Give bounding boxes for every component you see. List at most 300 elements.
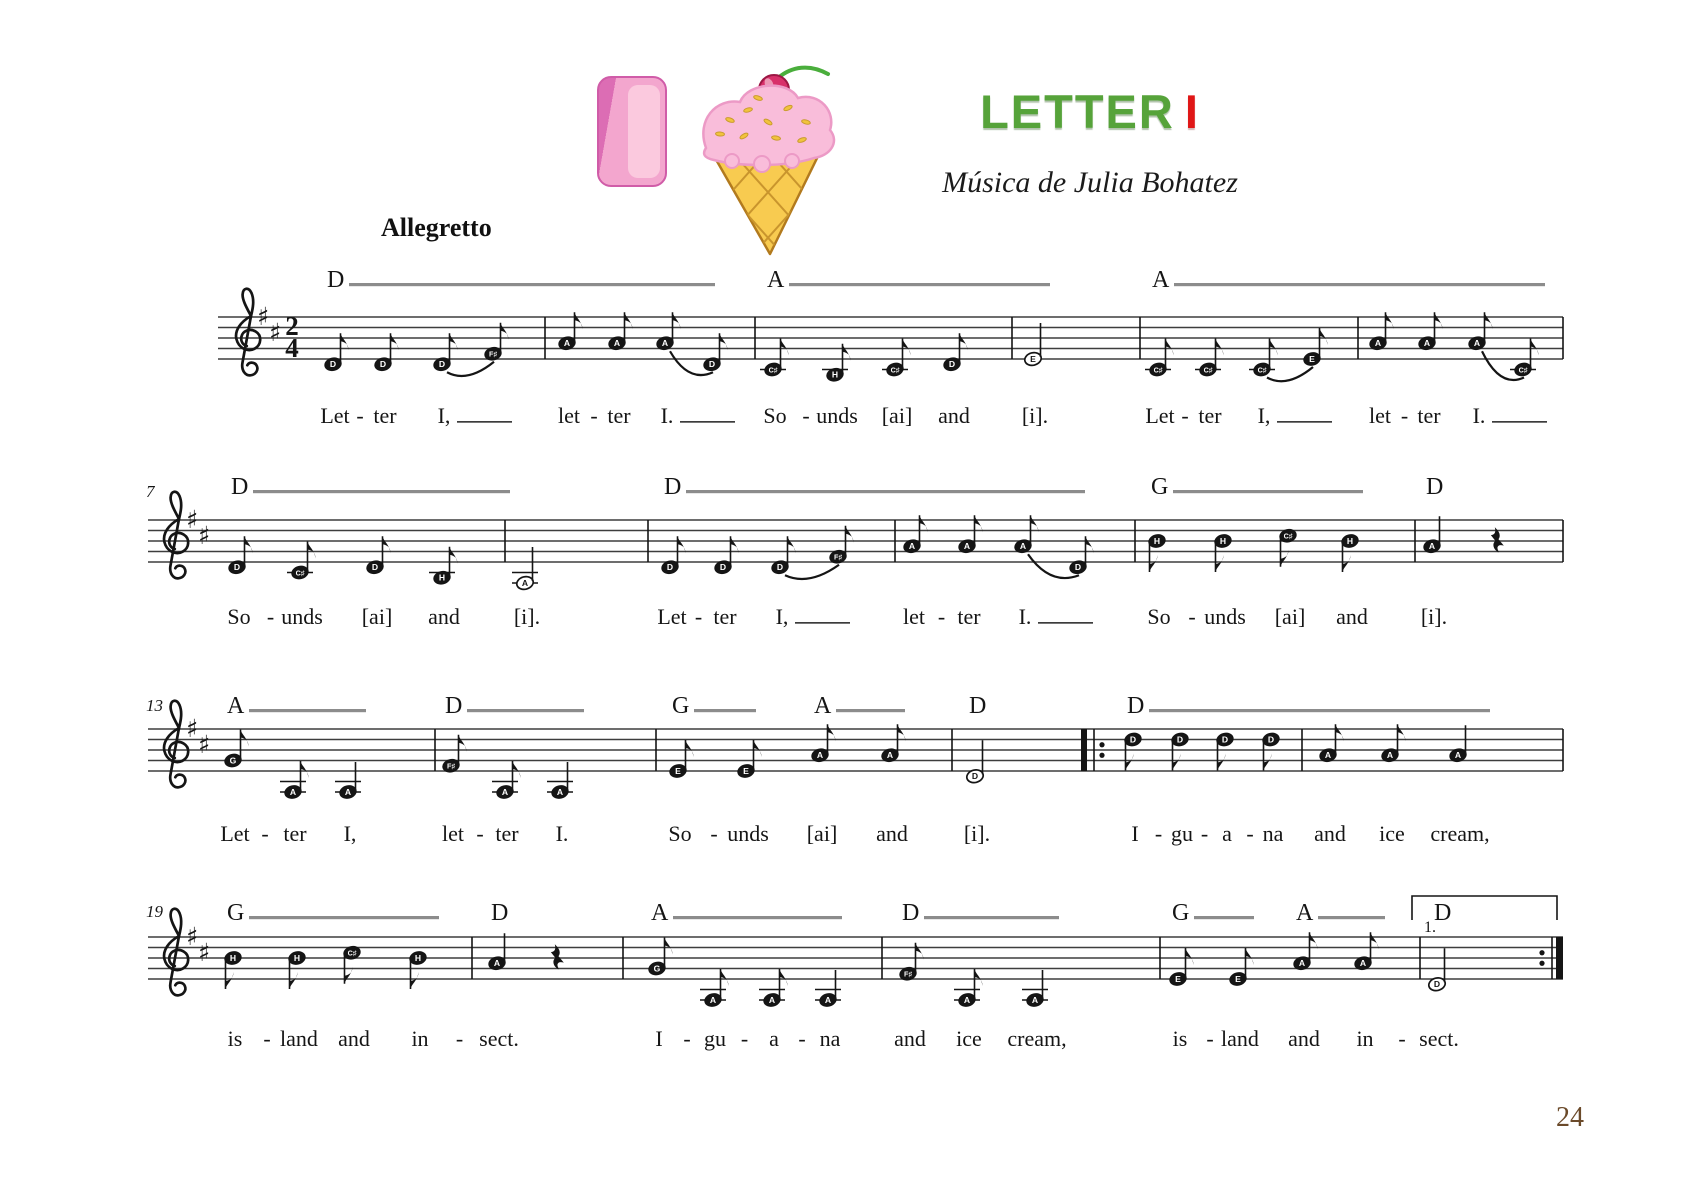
system bbox=[146, 693, 1563, 846]
note bbox=[557, 312, 582, 351]
lyric-extender-line bbox=[457, 421, 512, 423]
key-sharp-icon: ♯ bbox=[185, 505, 199, 534]
title-letter-i: I bbox=[1184, 85, 1200, 138]
note-letter: H bbox=[293, 952, 301, 963]
lyric-syllable: I. bbox=[660, 403, 674, 428]
lyric-syllable: ter bbox=[957, 604, 981, 629]
note-letter: D bbox=[948, 359, 956, 370]
eighth-flag bbox=[501, 323, 509, 340]
note bbox=[408, 950, 427, 989]
chord-symbol: A bbox=[1152, 267, 1170, 293]
chord-symbol: D bbox=[445, 693, 463, 719]
eighth-flag bbox=[1264, 754, 1272, 771]
chord-symbol: A bbox=[651, 900, 669, 926]
note bbox=[882, 339, 911, 378]
note bbox=[227, 536, 252, 575]
note-letter: F♯ bbox=[447, 761, 455, 771]
title-word: LETTER bbox=[980, 85, 1175, 138]
chord-extension-line bbox=[836, 709, 905, 712]
lyric-syllable: let bbox=[442, 821, 464, 846]
note-letter: D bbox=[666, 562, 674, 573]
treble-clef-icon bbox=[164, 701, 188, 788]
note bbox=[1427, 948, 1446, 992]
note-letter: F♯ bbox=[489, 349, 497, 359]
note bbox=[898, 943, 923, 982]
note bbox=[1318, 724, 1343, 763]
lyric-syllable: I. bbox=[555, 821, 569, 846]
lyric-extender-line bbox=[1277, 421, 1332, 423]
eighth-flag bbox=[1281, 550, 1289, 567]
treble-clef-icon bbox=[164, 492, 188, 579]
eighth-flag bbox=[1150, 555, 1158, 572]
chord-symbol: D bbox=[1434, 900, 1452, 926]
eighth-flag bbox=[1126, 754, 1134, 771]
note bbox=[1261, 731, 1280, 770]
eighth-flag bbox=[788, 536, 796, 553]
lyric-syllable: [ai] bbox=[806, 821, 838, 846]
eighth-flag bbox=[341, 333, 349, 350]
note bbox=[822, 344, 851, 383]
chord-symbol: D bbox=[327, 267, 345, 293]
eighth-flag bbox=[226, 972, 234, 989]
chord-extension-line bbox=[673, 916, 842, 919]
note bbox=[880, 724, 905, 763]
chord-extension-line bbox=[1174, 283, 1545, 286]
note bbox=[487, 933, 506, 971]
chord-symbol: D bbox=[491, 900, 509, 926]
note bbox=[828, 526, 853, 565]
note bbox=[1213, 533, 1232, 572]
note bbox=[965, 740, 984, 784]
lyric-hyphen: - bbox=[1398, 1026, 1406, 1051]
chord-extension-line bbox=[924, 916, 1059, 919]
lyric-syllable: ice bbox=[956, 1026, 982, 1051]
note bbox=[287, 950, 306, 989]
lyric-hyphen: - bbox=[1154, 821, 1163, 846]
note bbox=[1123, 731, 1142, 770]
lyric-hyphen: - bbox=[455, 1026, 464, 1051]
chord-extension-line bbox=[249, 709, 366, 712]
note-letter: A bbox=[886, 750, 894, 761]
note bbox=[1422, 516, 1441, 554]
note bbox=[1467, 312, 1492, 351]
note-letter: A bbox=[1423, 338, 1431, 349]
note bbox=[1278, 528, 1297, 567]
eighth-flag bbox=[513, 761, 521, 778]
lyric-syllable: na bbox=[819, 1026, 841, 1051]
note-letter: D bbox=[233, 562, 241, 573]
note bbox=[759, 969, 788, 1008]
lyric-syllable: let bbox=[1369, 403, 1391, 428]
lyric-syllable: I, bbox=[437, 403, 451, 428]
eighth-flag bbox=[665, 938, 673, 955]
note bbox=[483, 323, 508, 362]
note-letter: H bbox=[1153, 535, 1161, 546]
key-sharp-icon: ♯ bbox=[197, 938, 211, 967]
chord-symbol: D bbox=[231, 474, 249, 500]
note bbox=[702, 333, 727, 372]
note-letter: C♯ bbox=[890, 365, 900, 375]
eighth-flag bbox=[686, 740, 694, 757]
note-letter: H bbox=[438, 572, 446, 583]
note bbox=[1368, 312, 1393, 351]
note bbox=[655, 312, 680, 351]
note-letter: D bbox=[1433, 979, 1441, 990]
lyric-hyphen: - bbox=[263, 1026, 271, 1051]
lyric-syllable: ter bbox=[607, 403, 631, 428]
note bbox=[957, 515, 982, 554]
note bbox=[547, 762, 573, 800]
chord-extension-line bbox=[1194, 916, 1254, 919]
lyric-syllable: in bbox=[1356, 1026, 1374, 1051]
note bbox=[1510, 339, 1539, 378]
note-letter: A bbox=[493, 958, 501, 969]
note-letter: F♯ bbox=[904, 969, 912, 979]
lyric-hyphen: - bbox=[802, 403, 810, 428]
note bbox=[432, 333, 457, 372]
lyric-hyphen: - bbox=[356, 403, 364, 428]
lyric-syllable: and bbox=[876, 821, 908, 846]
note-letter: C♯ bbox=[1518, 365, 1528, 375]
note bbox=[512, 547, 538, 591]
note bbox=[342, 945, 361, 984]
note bbox=[1147, 533, 1166, 572]
note-letter: A bbox=[824, 994, 832, 1005]
lyric-syllable: I. bbox=[1472, 403, 1486, 428]
time-signature-denominator: 4 bbox=[285, 333, 299, 363]
note-letter: H bbox=[229, 952, 237, 963]
lyric-syllable: land bbox=[1221, 1026, 1259, 1051]
lyric-syllable: and bbox=[338, 1026, 370, 1051]
note-letter: F♯ bbox=[834, 552, 842, 562]
note-letter: C♯ bbox=[1153, 365, 1163, 375]
lyric-hyphen: - bbox=[694, 604, 703, 629]
note-letter: A bbox=[768, 994, 776, 1005]
note-letter: A bbox=[1031, 994, 1039, 1005]
lyric-syllable: I. bbox=[1018, 604, 1032, 629]
tie bbox=[785, 565, 839, 579]
eighth-flag bbox=[780, 969, 788, 986]
key-sharp-icon: ♯ bbox=[185, 714, 199, 743]
eighth-flag bbox=[920, 515, 928, 532]
eighth-flag bbox=[625, 312, 633, 329]
repeat-end-thick-bar bbox=[1556, 937, 1563, 979]
note-letter: A bbox=[1298, 958, 1306, 969]
lyric-hyphen: - bbox=[1181, 403, 1189, 428]
lyric-syllable: [i]. bbox=[1021, 403, 1049, 428]
chord-symbol: A bbox=[767, 267, 785, 293]
note-letter: C♯ bbox=[768, 365, 778, 375]
eighth-flag bbox=[721, 969, 729, 986]
note bbox=[1292, 932, 1317, 971]
quarter-rest-icon bbox=[1492, 529, 1503, 553]
lyric-extender-line bbox=[1492, 421, 1547, 423]
chord-symbol: D bbox=[1426, 474, 1444, 500]
chord-symbol: D bbox=[902, 900, 920, 926]
chord-extension-line bbox=[686, 490, 1085, 493]
note-letter: D bbox=[1074, 562, 1082, 573]
eighth-flag bbox=[1320, 328, 1328, 345]
note-letter: A bbox=[289, 786, 297, 797]
note bbox=[1023, 323, 1042, 367]
lyric-syllable: and bbox=[1336, 604, 1368, 629]
note bbox=[954, 969, 983, 1008]
page-number: 24 bbox=[1556, 1102, 1584, 1133]
note-letter: D bbox=[776, 562, 784, 573]
eighth-flag bbox=[1343, 555, 1351, 572]
note-letter: A bbox=[501, 786, 509, 797]
eighth-flag bbox=[843, 344, 851, 361]
lyric-syllable: So bbox=[227, 604, 251, 629]
note-letter: A bbox=[1428, 541, 1436, 552]
note-letter: A bbox=[556, 786, 564, 797]
lyric-syllable: and bbox=[894, 1026, 926, 1051]
note-letter: C♯ bbox=[1203, 365, 1213, 375]
system bbox=[146, 474, 1563, 629]
lyric-hyphen: - bbox=[1400, 403, 1409, 428]
note bbox=[223, 950, 242, 989]
chord-symbol: D bbox=[1127, 693, 1145, 719]
note-letter: D bbox=[329, 359, 337, 370]
note bbox=[700, 969, 729, 1008]
eighth-flag bbox=[1270, 339, 1278, 356]
tie bbox=[447, 362, 494, 376]
note bbox=[1380, 724, 1405, 763]
note bbox=[1340, 533, 1359, 572]
note-letter: C♯ bbox=[295, 568, 305, 578]
lyric-syllable: and bbox=[1288, 1026, 1320, 1051]
chord-extension-line bbox=[1149, 709, 1490, 712]
note bbox=[492, 761, 521, 800]
note-letter: A bbox=[963, 541, 971, 552]
note-letter: A bbox=[709, 994, 717, 1005]
note-letter: A bbox=[1473, 338, 1481, 349]
lyric-syllable: [i]. bbox=[963, 821, 991, 846]
chord-symbol: A bbox=[227, 693, 245, 719]
note-letter: H bbox=[1219, 535, 1227, 546]
system bbox=[146, 896, 1563, 1051]
lyric-hyphen: - bbox=[1246, 821, 1254, 846]
eighth-flag bbox=[1386, 312, 1394, 329]
chord-symbol: G bbox=[1172, 900, 1190, 926]
lyric-syllable: ter bbox=[713, 604, 737, 629]
note bbox=[1013, 515, 1038, 554]
note-letter: C♯ bbox=[347, 948, 357, 958]
eighth-flag bbox=[754, 740, 762, 757]
note-letter: C♯ bbox=[1283, 531, 1293, 541]
lyric-syllable: Let bbox=[657, 604, 687, 629]
note bbox=[223, 730, 248, 769]
lyric-hyphen: - bbox=[1206, 1026, 1214, 1051]
eighth-flag bbox=[846, 526, 854, 543]
repeat-dot bbox=[1539, 961, 1544, 966]
eighth-flag bbox=[301, 761, 309, 778]
eighth-flag bbox=[673, 312, 681, 329]
eighth-flag bbox=[1435, 312, 1443, 329]
note bbox=[668, 740, 693, 779]
note-letter: D bbox=[371, 562, 379, 573]
eighth-flag bbox=[1186, 948, 1194, 965]
lyric-syllable: ter bbox=[495, 821, 519, 846]
eighth-flag bbox=[720, 333, 728, 350]
eighth-flag bbox=[450, 547, 458, 564]
lyric-extender-line bbox=[1038, 622, 1093, 624]
note-letter: A bbox=[661, 338, 669, 349]
chord-extension-line bbox=[253, 490, 510, 493]
note-letter: D bbox=[438, 359, 446, 370]
lyric-syllable: cream, bbox=[1430, 821, 1490, 846]
lyric-syllable: cream, bbox=[1007, 1026, 1067, 1051]
chord-symbol: G bbox=[227, 900, 245, 926]
key-sharp-icon: ♯ bbox=[256, 302, 270, 331]
note-letter: A bbox=[563, 338, 571, 349]
lyric-extender-line bbox=[680, 421, 735, 423]
note bbox=[1195, 339, 1224, 378]
note bbox=[280, 761, 309, 800]
treble-clef-icon bbox=[164, 909, 188, 996]
chord-extension-line bbox=[1173, 490, 1363, 493]
lyric-syllable: I bbox=[655, 1026, 663, 1051]
lyric-syllable: let bbox=[558, 403, 580, 428]
eighth-flag bbox=[391, 333, 399, 350]
lyric-syllable: Let bbox=[320, 403, 350, 428]
note bbox=[1353, 932, 1378, 971]
lyric-syllable: land bbox=[280, 1026, 318, 1051]
lyric-syllable: and bbox=[1314, 821, 1346, 846]
lyric-syllable: [ai] bbox=[1274, 604, 1306, 629]
note-letter: D bbox=[719, 562, 727, 573]
eighth-flag bbox=[459, 735, 467, 752]
lyric-hyphen: - bbox=[740, 1026, 749, 1051]
eighth-flag bbox=[575, 312, 583, 329]
lyric-hyphen: - bbox=[266, 604, 275, 629]
note bbox=[1170, 731, 1189, 770]
lyric-syllable: ter bbox=[373, 403, 397, 428]
note-letter: A bbox=[1374, 338, 1382, 349]
lyric-hyphen: - bbox=[937, 604, 946, 629]
note bbox=[1168, 948, 1193, 987]
note-letter: A bbox=[963, 994, 971, 1005]
quarter-rest-icon bbox=[552, 946, 563, 970]
note bbox=[902, 515, 927, 554]
eighth-flag bbox=[678, 536, 686, 553]
note bbox=[1302, 328, 1327, 367]
note bbox=[760, 339, 789, 378]
note-letter: E bbox=[1235, 973, 1241, 984]
chord-extension-line bbox=[349, 283, 715, 286]
lyric-syllable: and bbox=[938, 403, 970, 428]
lyric-syllable: [ai] bbox=[361, 604, 393, 629]
repeat-dot bbox=[1099, 753, 1104, 758]
repeat-start-thick-bar bbox=[1081, 729, 1087, 771]
lyric-syllable: gu bbox=[704, 1026, 726, 1051]
lyric-syllable: in bbox=[411, 1026, 429, 1051]
eighth-flag bbox=[1218, 754, 1226, 771]
lyric-syllable: So bbox=[1147, 604, 1171, 629]
note-letter: A bbox=[1454, 750, 1462, 761]
tempo-marking: Allegretto bbox=[381, 213, 492, 242]
note bbox=[323, 333, 348, 372]
note-letter: A bbox=[816, 750, 824, 761]
chord-symbol: D bbox=[664, 474, 682, 500]
note-letter: A bbox=[908, 541, 916, 552]
chord-symbol: G bbox=[1151, 474, 1169, 500]
note-letter: D bbox=[1221, 734, 1229, 745]
note bbox=[942, 333, 967, 372]
lyric-syllable: Let bbox=[1145, 403, 1175, 428]
lyric-hyphen: - bbox=[1188, 604, 1196, 629]
note-letter: D bbox=[379, 359, 387, 370]
eighth-flag bbox=[1246, 948, 1254, 965]
note-letter: A bbox=[1019, 541, 1027, 552]
note-letter: A bbox=[521, 577, 529, 588]
note bbox=[365, 536, 390, 575]
lyric-syllable: ter bbox=[283, 821, 307, 846]
note-letter: E bbox=[1030, 353, 1036, 364]
lyric-hyphen: - bbox=[683, 1026, 691, 1051]
note-letter: A bbox=[1386, 750, 1394, 761]
note-letter: D bbox=[708, 359, 716, 370]
measure-number: 19 bbox=[146, 902, 163, 921]
lyric-syllable: unds bbox=[1204, 604, 1246, 629]
note bbox=[1215, 731, 1234, 770]
lyric-syllable: [i]. bbox=[1420, 604, 1448, 629]
eighth-flag bbox=[1371, 932, 1379, 949]
repeat-dot bbox=[1539, 950, 1544, 955]
note bbox=[1145, 339, 1174, 378]
chord-symbol: G bbox=[672, 693, 690, 719]
eighth-flag bbox=[411, 972, 419, 989]
lyric-syllable: is bbox=[227, 1026, 243, 1051]
lyric-syllable: na bbox=[1262, 821, 1284, 846]
measure-number: 13 bbox=[146, 696, 163, 715]
eighth-flag bbox=[1485, 312, 1493, 329]
chord-symbol: A bbox=[1296, 900, 1314, 926]
note-letter: E bbox=[1175, 973, 1181, 984]
key-sharp-icon: ♯ bbox=[197, 521, 211, 550]
note bbox=[713, 536, 738, 575]
lyric-hyphen: - bbox=[798, 1026, 806, 1051]
chord-extension-line bbox=[694, 709, 756, 712]
note-letter: A bbox=[1324, 750, 1332, 761]
lyric-hyphen: - bbox=[1200, 821, 1209, 846]
note bbox=[1228, 948, 1253, 987]
note bbox=[1249, 339, 1278, 378]
chord-extension-line bbox=[1318, 916, 1385, 919]
note-letter: H bbox=[1346, 535, 1354, 546]
note-letter: D bbox=[971, 771, 979, 782]
note bbox=[1022, 970, 1048, 1008]
lyric-hyphen: - bbox=[710, 821, 718, 846]
key-sharp-icon: ♯ bbox=[268, 318, 282, 347]
eighth-flag bbox=[975, 969, 983, 986]
lyric-hyphen: - bbox=[261, 821, 269, 846]
note bbox=[607, 312, 632, 351]
note-letter: G bbox=[653, 963, 661, 974]
lyric-hyphen: - bbox=[590, 403, 598, 428]
eighth-flag bbox=[903, 339, 911, 356]
eighth-flag bbox=[916, 943, 924, 960]
lyric-syllable: So bbox=[763, 403, 787, 428]
eighth-flag bbox=[1336, 724, 1344, 741]
eighth-flag bbox=[308, 542, 316, 559]
note bbox=[810, 724, 835, 763]
note-letter: A bbox=[1359, 958, 1367, 969]
eighth-flag bbox=[245, 536, 253, 553]
note bbox=[815, 970, 841, 1008]
key-sharp-icon: ♯ bbox=[197, 730, 211, 759]
lyric-syllable: I, bbox=[1257, 403, 1271, 428]
